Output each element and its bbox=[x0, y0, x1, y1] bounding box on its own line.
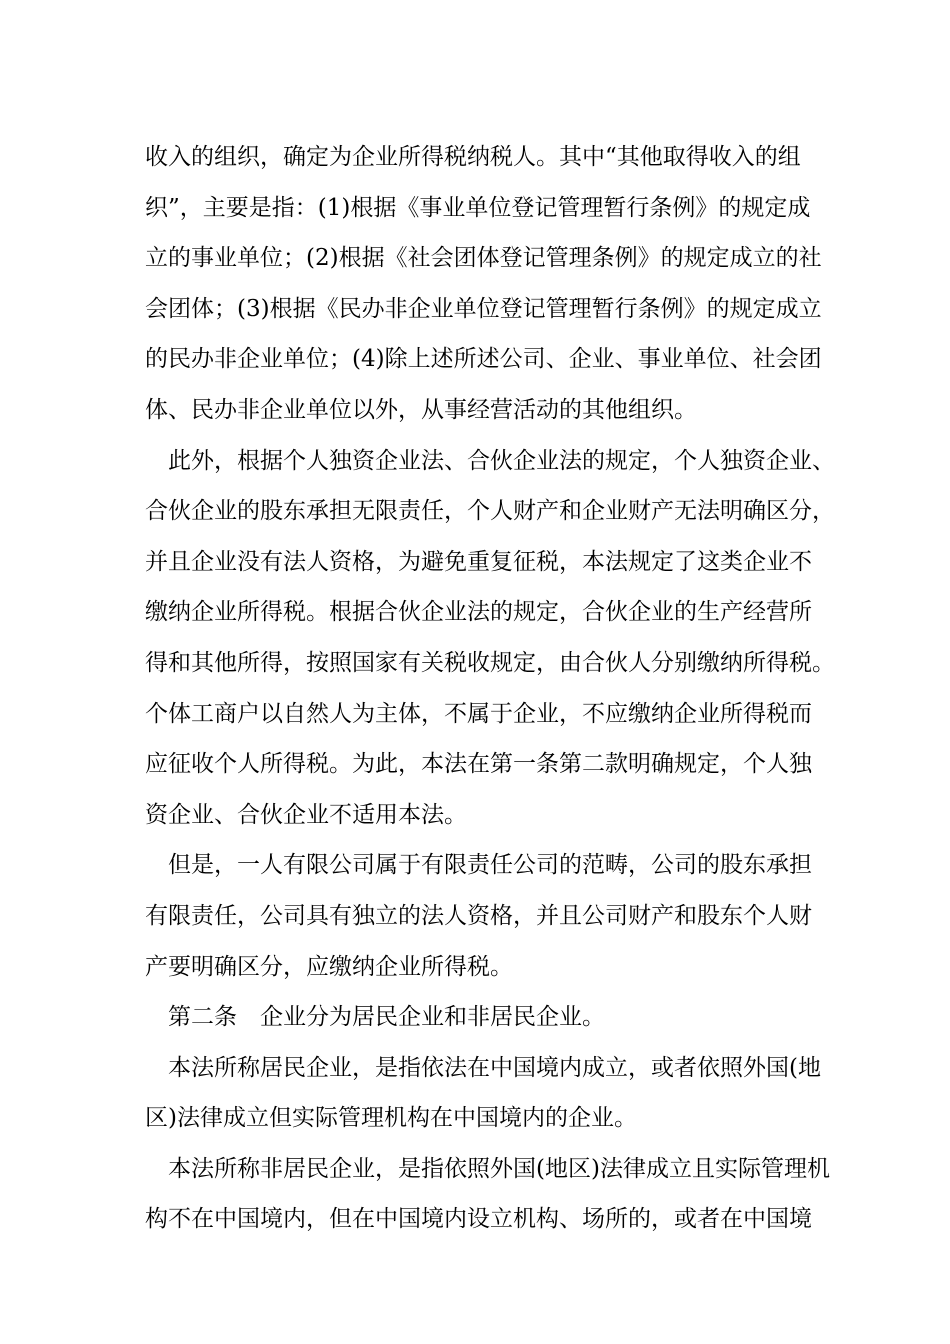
text-line: 得和其他所得，按照国家有关税收规定，由合伙人分别缴纳所得税。 bbox=[145, 649, 835, 676]
document-body bbox=[145, 132, 835, 1245]
paragraph-5 bbox=[145, 1043, 825, 1144]
paragraph-3 bbox=[145, 840, 825, 992]
text-line: 收入的组织，确定为企业所得税纳税人。其中“其他取得收入的组 bbox=[145, 144, 801, 170]
paragraph-4 bbox=[145, 992, 825, 1043]
text-line: 应征收个人所得税。为此，本法在第一条第二款明确规定，个人独 bbox=[145, 751, 812, 778]
text-line: 本法所称居民企业，是指依法在中国境内成立，或者依照外国(地 bbox=[168, 1054, 821, 1081]
text-line: 区)法律成立但实际管理机构在中国境内的企业。 bbox=[145, 1105, 637, 1132]
paragraph-1 bbox=[145, 132, 825, 436]
text-line: 体、民办非企业单位以外，从事经营活动的其他组织。 bbox=[145, 396, 697, 423]
article-heading: 第二条 企业分为居民企业和非居民企业。 bbox=[168, 1004, 605, 1031]
text-line: 缴纳企业所得税。根据合伙企业法的规定，合伙企业的生产经营所 bbox=[145, 599, 812, 626]
text-line: 织”，主要是指：(1)根据《事业单位登记管理暂行条例》的规定成 bbox=[145, 194, 811, 221]
text-line: 合伙企业的股东承担无限责任，个人财产和企业财产无法明确区分， bbox=[145, 498, 835, 525]
text-line: 有限责任，公司具有独立的法人资格，并且公司财产和股东个人财 bbox=[145, 902, 812, 929]
text-line: 本法所称非居民企业，是指依照外国(地区)法律成立且实际管理机 bbox=[168, 1155, 830, 1182]
text-line: 但是，一人有限公司属于有限责任公司的范畴，公司的股东承担 bbox=[168, 852, 812, 879]
text-line: 此外，根据个人独资企业法、合伙企业法的规定，个人独资企业、 bbox=[168, 447, 835, 474]
paragraph-2 bbox=[145, 436, 835, 841]
text-line: 构不在中国境内，但在中国境内设立机构、场所的，或者在中国境 bbox=[145, 1206, 812, 1233]
text-line: 的民办非企业单位；(4)除上述所述公司、企业、事业单位、社会团 bbox=[145, 346, 822, 373]
text-line: 个体工商户以自然人为主体，不属于企业，不应缴纳企业所得税而 bbox=[145, 700, 812, 727]
text-line: 立的事业单位；(2)根据《社会团体登记管理条例》的规定成立的社 bbox=[145, 245, 822, 272]
text-line: 会团体；(3)根据《民办非企业单位登记管理暂行条例》的规定成立 bbox=[145, 295, 822, 322]
text-line: 并且企业没有法人资格，为避免重复征税，本法规定了这类企业不 bbox=[145, 548, 812, 575]
text-line: 产要明确区分，应缴纳企业所得税。 bbox=[145, 953, 513, 980]
paragraph-6 bbox=[145, 1144, 830, 1245]
text-line: 资企业、合伙企业不适用本法。 bbox=[145, 801, 467, 828]
